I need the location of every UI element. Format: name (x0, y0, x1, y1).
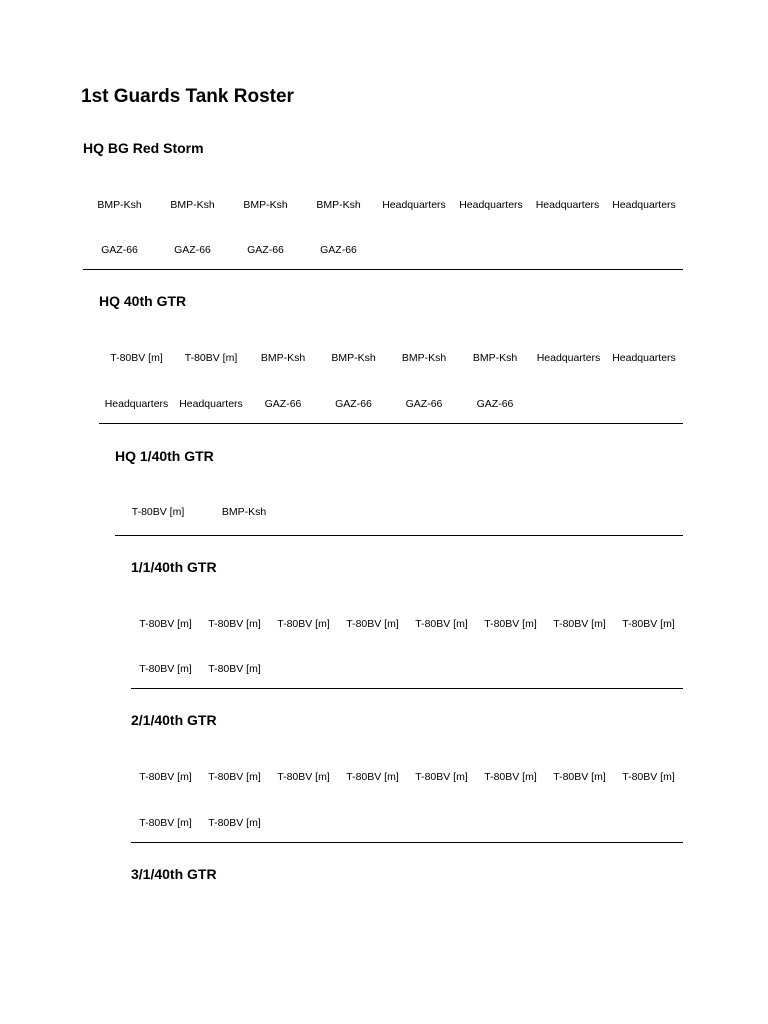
vehicle-cell: GAZ-66 (174, 244, 211, 256)
vehicle-cell: T-80BV [m] (415, 771, 468, 783)
vehicle-cell: T-80BV [m] (208, 618, 261, 630)
vehicle-cell: BMP-Ksh (97, 199, 142, 211)
vehicle-cell: T-80BV [m] (131, 506, 185, 518)
vehicle-cell: Headquarters (104, 398, 169, 410)
vehicle-cell: T-80BV [m] (484, 771, 537, 783)
vehicle-cell: T-80BV [m] (208, 771, 261, 783)
vehicle-cell: BMP-Ksh (260, 352, 306, 364)
vehicle-cell: T-80BV [m] (184, 352, 238, 364)
vehicle-cell: T-80BV [m] (139, 663, 192, 675)
vehicle-cell: T-80BV [m] (208, 663, 261, 675)
vehicle-cell: Headquarters (382, 199, 446, 211)
vehicle-cell: T-80BV [m] (622, 618, 675, 630)
vehicle-cell: T-80BV [m] (139, 618, 192, 630)
vehicle-cell: GAZ-66 (101, 244, 138, 256)
vehicle-cell: BMP-Ksh (316, 199, 361, 211)
section-divider (131, 688, 683, 689)
section-divider (99, 423, 683, 424)
vehicle-cell: T-80BV [m] (110, 352, 163, 364)
vehicle-cell: GAZ-66 (320, 244, 357, 256)
section-divider (131, 842, 683, 843)
vehicle-cell: T-80BV [m] (277, 618, 330, 630)
vehicle-cell: T-80BV [m] (622, 771, 675, 783)
vehicle-cell: T-80BV [m] (208, 817, 261, 829)
vehicle-cell: GAZ-66 (335, 398, 372, 410)
vehicle-cell: BMP-Ksh (243, 199, 288, 211)
vehicle-cell: T-80BV [m] (415, 618, 468, 630)
unit-heading: 3/1/40th GTR (131, 866, 217, 882)
vehicle-cell: Headquarters (535, 199, 600, 211)
vehicle-cell: T-80BV [m] (277, 771, 330, 783)
vehicle-cell: T-80BV [m] (346, 618, 399, 630)
vehicle-cell: BMP-Ksh (221, 506, 267, 518)
vehicle-cell: T-80BV [m] (484, 618, 537, 630)
vehicle-cell: T-80BV [m] (346, 771, 399, 783)
vehicle-cell: GAZ-66 (247, 244, 284, 256)
unit-heading: 2/1/40th GTR (131, 712, 217, 728)
vehicle-cell: Headquarters (459, 199, 523, 211)
vehicle-cell: BMP-Ksh (472, 352, 518, 364)
section-divider (83, 269, 683, 270)
section-divider (115, 535, 683, 536)
vehicle-cell: T-80BV [m] (553, 618, 606, 630)
unit-heading: 1/1/40th GTR (131, 559, 217, 575)
vehicle-cell: Headquarters (612, 352, 676, 364)
vehicle-cell: T-80BV [m] (553, 771, 606, 783)
unit-heading: HQ 1/40th GTR (115, 448, 214, 464)
vehicle-cell: GAZ-66 (476, 398, 514, 410)
vehicle-cell: BMP-Ksh (331, 352, 376, 364)
unit-heading: HQ BG Red Storm (83, 140, 204, 156)
vehicle-cell: BMP-Ksh (170, 199, 215, 211)
vehicle-cell: Headquarters (612, 199, 676, 211)
vehicle-cell: T-80BV [m] (139, 771, 192, 783)
page-title: 1st Guards Tank Roster (81, 86, 294, 107)
vehicle-cell: Headquarters (179, 398, 243, 410)
unit-heading: HQ 40th GTR (99, 293, 187, 309)
vehicle-cell: Headquarters (536, 352, 601, 364)
vehicle-cell: GAZ-66 (264, 398, 302, 410)
vehicle-cell: BMP-Ksh (401, 352, 447, 364)
vehicle-cell: T-80BV [m] (139, 817, 192, 829)
vehicle-cell: GAZ-66 (405, 398, 443, 410)
